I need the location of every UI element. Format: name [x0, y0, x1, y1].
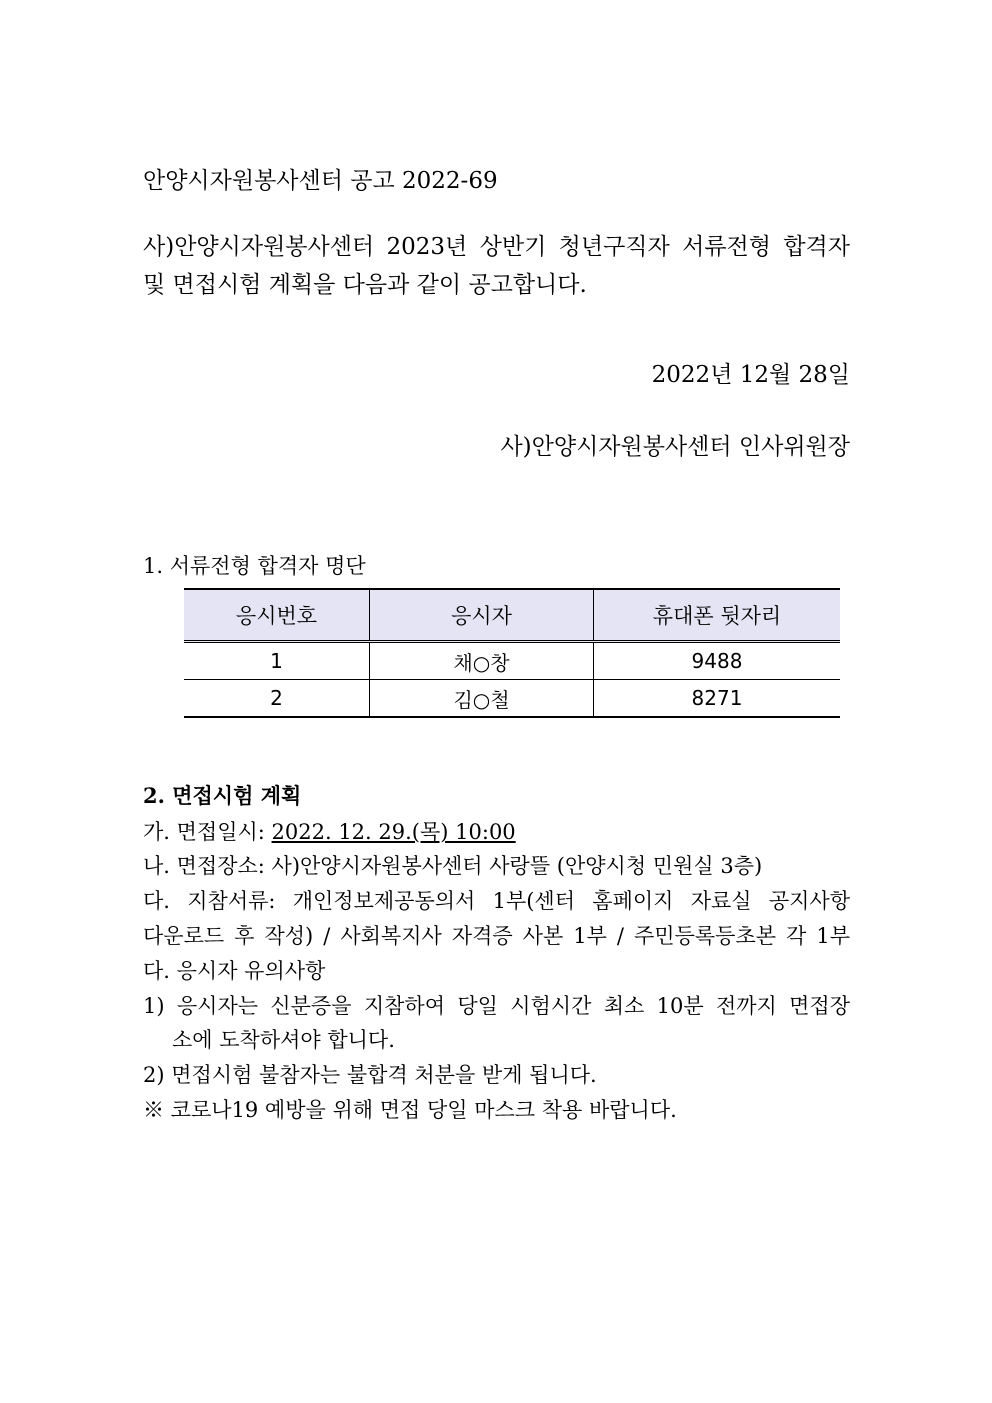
intro-line-1: 사)안양시자원봉사센터 2023년 상반기 청년구직자 서류전형 합격자 — [143, 234, 850, 260]
cell-applicant: 채○창 — [370, 642, 594, 680]
col-header-phone: 휴대폰 뒷자리 — [594, 589, 841, 642]
issuer: 사)안양시자원봉사센터 인사위원장 — [500, 434, 850, 460]
note-3: ※ 코로나19 예방을 위해 면접 당일 마스크 착용 바랍니다. — [143, 1098, 677, 1122]
intro-line-2: 및 면접시험 계획을 다음과 같이 공고합니다. — [143, 272, 587, 298]
section2-title: 2. 면접시험 계획 — [143, 783, 302, 808]
table-row — [184, 642, 840, 680]
col-header-applicant: 응시자 — [370, 589, 594, 642]
note-1-line-2: 소에 도착하셔야 합니다. — [172, 1028, 395, 1052]
applicant-notes-title: 다. 응시자 유의사항 — [143, 959, 326, 983]
interview-datetime — [143, 816, 516, 846]
col-header-number: 응시번호 — [184, 589, 370, 642]
cell-phone: 9488 — [594, 642, 841, 680]
documents-line-2: 다운로드 후 작성) / 사회복지사 자격증 사본 1부 / 주민등록등초본 각 1부 — [143, 924, 850, 948]
note-1-line-1: 1) 응시자는 신분증을 지참하여 당일 시험시간 최소 10분 전까지 면접장 — [143, 994, 850, 1018]
note-2: 2) 면접시험 불참자는 불합격 처분을 받게 됩니다. — [143, 1063, 597, 1087]
cell-phone: 8271 — [594, 680, 841, 718]
interview-datetime-label: 가. 면접일시: — [143, 820, 272, 844]
notice-date: 2022년 12월 28일 — [651, 362, 850, 388]
cell-number: 2 — [184, 680, 370, 718]
section1-title: 1. 서류전형 합격자 명단 — [143, 554, 366, 578]
pass-list-table — [184, 588, 840, 718]
table-row — [184, 680, 840, 718]
table-header-row — [184, 589, 840, 642]
cell-number: 1 — [184, 642, 370, 680]
documents-line-1: 다. 지참서류: 개인정보제공동의서 1부(센터 홈페이지 자료실 공지사항 — [143, 889, 850, 913]
notice-number: 안양시자원봉사센터 공고 2022-69 — [143, 168, 498, 194]
interview-place: 나. 면접장소: 사)안양시자원봉사센터 사랑뜰 (안양시청 민원실 3층) — [143, 854, 763, 878]
cell-applicant: 김○철 — [370, 680, 594, 718]
interview-datetime-value: 2022. 12. 29.(목) 10:00 — [271, 820, 516, 844]
